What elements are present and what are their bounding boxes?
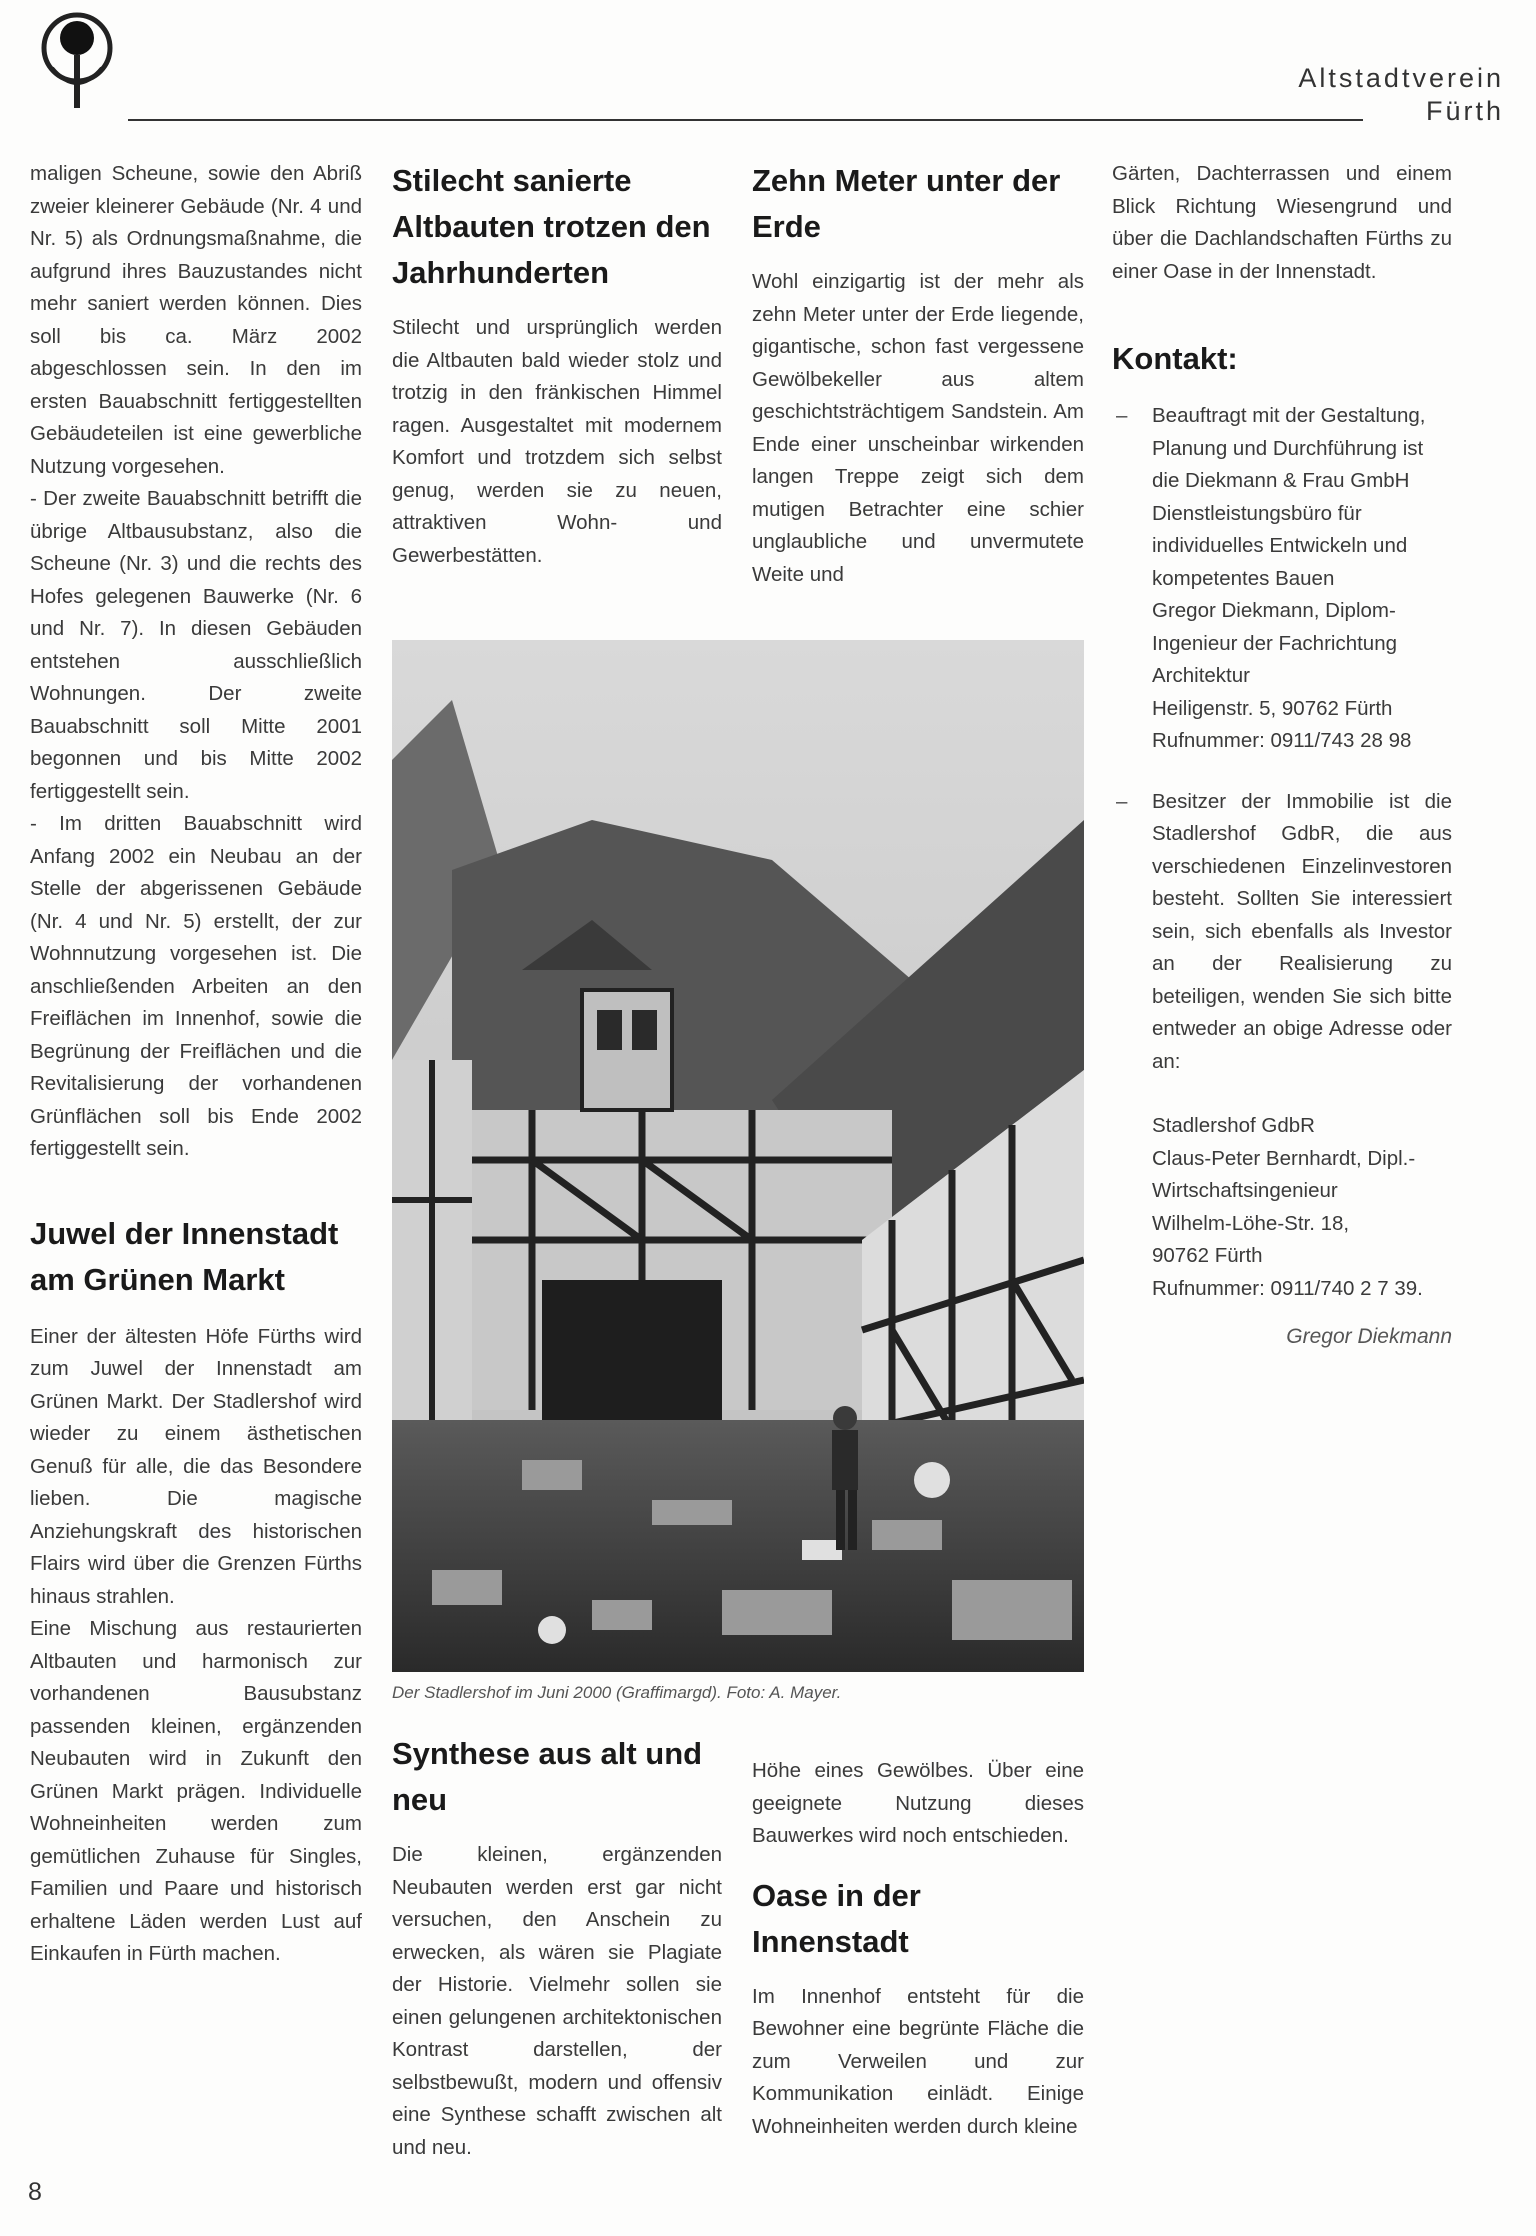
contact-phone: Rufnummer: 0911/740 2 7 39. [1152,1276,1423,1300]
section-heading: Oase in der Innenstadt [752,1877,921,1959]
paragraph: Einer der ältesten Höfe Fürths wird zum Juwel der Innenstadt am Grünen Markt. Der Stadlershof wird wieder zu einem ästhetischen Genuß für alle, die das Besondere lieben. Die magische Anziehungskraft des historischen Flairs wird über die Grenzen Fürths hinaus strahlen. [30,1324,362,1608]
contact-address: 90762 Fürth [1152,1244,1263,1267]
page-number: 8 [28,2178,42,2206]
column-2-top [392,158,722,572]
paragraph: - Im dritten Bauabschnitt wird Anfang 2002 ein Neubau an der Stelle der abgerissenen Gebäude (Nr. 4 und Nr. 5) erstellt, der zur Wohnnutzung vorgesehen ist. Die anschließenden Arbeiten an den Freiflächen im Innenhof, sowie die Begrünung der Freiflächen und die Revitalisierung der vorhandenen Grünflächen soll bis Ende 2002 fertiggestellt sein. [30,812,362,1160]
column-4 [1112,158,1452,1349]
paragraph: Höhe eines Gewölbes. Über eine geeignete Nutzung dieses Bauwerkes wird noch entschieden. [752,1759,1084,1847]
contact-name: Gregor Diekmann, Diplom-Ingenieur der Fachrichtung Architektur [1152,599,1398,687]
paragraph: Die kleinen, ergänzenden Neubauten werden erst gar nicht versuchen, den Anschein zu erwecken, als wären sie Plagiate der Historie. Vielmehr sollen sie einen gelungenen architektonischen Kontrast darstellen, der selbstbewußt, modern und offensiv eine Synthese schafft zwischen alt und neu. [392,1843,722,2159]
author-signature: Gregor Diekmann [1286,1325,1452,1348]
paragraph: - Der zweite Bauabschnitt betrifft die übrige Altbausubstanz, also die Scheune (Nr. 3) und die rechts des Hofes gelegenen Bauwerke (Nr. 6 und Nr. 7). In diesen Gebäuden entstehen ausschließlich Wohnungen. Der zweite Bauabschnitt soll Mitte 2001 begonnen und bis Mitte 2002 fertiggestellt sein. [30,487,362,803]
paragraph: maligen Scheune, sowie den Abriß zweier kleinerer Gebäude (Nr. 4 und Nr. 5) als Ordnungsmaßnahme, die aufgrund ihres Bauzustandes nicht mehr saniert werden können. Dies soll bis ca. März 2002 abgeschlossen sein. In den im ersten Bauabschnitt fertiggestellten Gebäudeteilen ist eine gewerbliche Nutzung vorgesehen. [30,162,362,478]
section-heading: Stilecht sanierte Altbauten trotzen den Jahrhunderten [392,163,711,290]
paragraph: Besitzer der Immobilie ist die Stadlershof GdbR, die aus verschiedenen Einzelinvestoren besteht. Sollten Sie interessiert sein, sich ebenfalls als Investor an der Realisierung zu beteiligen, wenden Sie sich bitte entweder an obige Adresse oder an: [1152,789,1452,1073]
contact-name: Claus-Peter Bernhardt, Dipl.-Wirtschaftsingenieur [1152,1146,1416,1202]
brand-city: Fürth [1425,96,1504,126]
brand-name: Altstadtverein [1298,63,1504,93]
section-heading: Juwel der Innenstadt am Grünen Markt [30,1215,339,1297]
paragraph: Wohl einzigartig ist der mehr als zehn Meter unter der Erde liegende, gigantische, schon fast vergessene Gewölbekeller aus altem geschichtsträchtigem Sandstein. Am Ende einer unscheinbar wirkenden langen Treppe zeigt sich dem mutigen Betrachter eine schier unglaubliche und unvermutete Weite und [752,270,1084,586]
contact-address: Heiligenstr. 5, 90762 Fürth [1152,696,1393,720]
contact-company: Stadlershof GdbR [1152,1114,1315,1137]
contact-item-owner [1112,786,1452,1306]
section-heading: Synthese aus alt und neu [392,1736,703,1817]
association-logo [30,8,125,118]
column-3-top [752,158,1084,591]
list-dash: – [1116,404,1128,427]
column-2-bottom [392,1731,722,2164]
list-dash: – [1116,789,1128,813]
courtyard-photo [392,640,1084,1672]
contact-phone: Rufnummer: 0911/743 28 98 [1152,729,1412,752]
paragraph: Im Innenhof entsteht für die Bewohner eine begrünte Fläche die zum Verweilen und zur Kommunikation einlädt. Einige Wohneinheiten werden durch kleine [752,1984,1084,2138]
column-3-bottom [752,1755,1084,2143]
paragraph: Eine Mischung aus restaurierten Altbauten und harmonisch zur vorhandenen Bausubstanz passenden kleinen, ergänzenden Neubauten wird in Zukunft den Grünen Markt prägen. Individuelle Wohneinheiten werden zum gemütlichen Zuhause für Singles, Familien und Paare und historisch erhaltene Läden werden Lust auf Einkaufen in Fürth machen. [30,1617,362,1965]
header-rule [128,119,1363,121]
contact-title: Wilhelm-Löhe-Str. 18, [1152,1211,1350,1235]
contact-item-planner [1112,400,1452,758]
contact-heading: Kontakt: [1112,341,1238,376]
photo-caption: Der Stadlershof im Juni 2000 (Graffimargd). Foto: A. Mayer. [392,1683,842,1702]
paragraph: Stilecht und ursprünglich werden die Altbauten bald wieder stolz und trotzig in den fränkischen Himmel ragen. Ausgestaltet mit modernem Komfort und trotzdem sich selbst genug, werden sie zu neuen, attraktiven Wohn- und Gewerbestätten. [392,316,722,567]
paragraph: Beauftragt mit der Gestaltung, Planung und Durchführung ist die Diekmann & Frau GmbH Dienstleistungsbüro für individuelles Entwickeln und kompetentes Bauen [1152,404,1426,590]
section-heading: Zehn Meter unter der Erde [752,163,1061,244]
column-1 [30,158,362,1971]
paragraph: Gärten, Dachterrassen und einem Blick Richtung Wiesengrund und über die Dachlandschaften Fürths zu einer Oase in der Innenstadt. [1112,162,1452,283]
